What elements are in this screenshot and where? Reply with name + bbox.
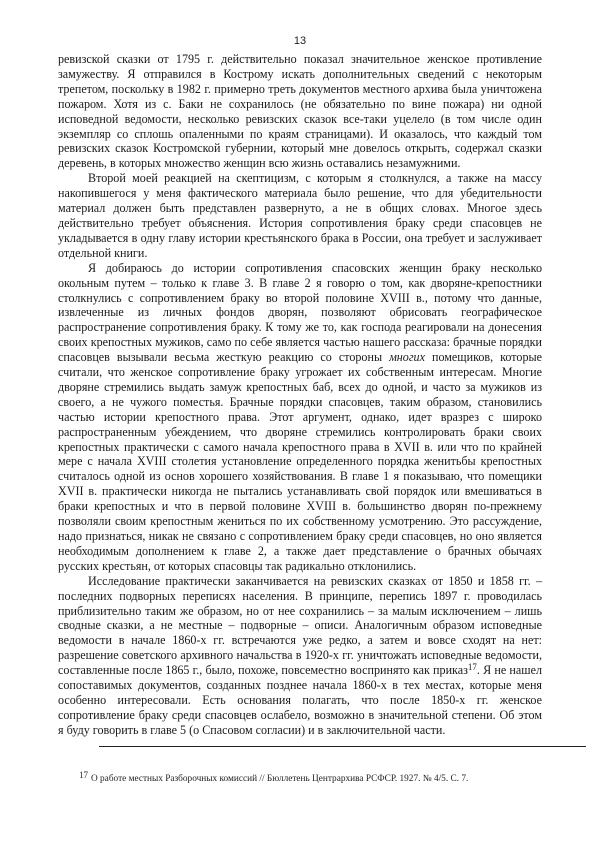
- body-text: [58, 52, 542, 738]
- paragraph-text: Я добираюсь до истории сопротивления спасовских женщин браку несколько окольным путем – только к главе 3. В главе 2 я говорю о том, как дворяне-крепостники столкнулись с сопротивлением браку во второй половине XVIII в., потому что данные, извлеченные из личных фондов дворян, позволяют обрисовать географическое распространение сопротивления браку. К тому же то, как господа реагировали на донесения своих крепостных мужиков, само по себе является частью нашего рассказа: брачные порядки спасовцев вызывали весьма жесткую реакцию со стороны: [58, 260, 542, 365]
- paragraph-1: [58, 52, 542, 171]
- paragraph-text: Исследование практически заканчивается на ревизских сказках от 1850 и 1858 гг. – последних подворных переписях населения. В принципе, перепись 1897 г. проводилась приблизительно таким же образом, но от нее сохранились – за малым исключением – лишь сводные сказки, а не местные – подворные – описи. Аналогичным образом исповедные ведомости в начале 1860-х гг. встречаются уже редко, а затем и вовсе сходят на нет: разрешение советского архивного начальства в 1920-х гг. уничтожать исповедные ведомости, составленные после 1865 г., было, похоже, повсеместно воспринято как приказ: [58, 573, 542, 678]
- paragraph-2: [58, 171, 542, 260]
- footnote-text: О работе местных Разборочных комиссий // Бюллетень Центрархива РСФСР. 1927. № 4/5. С. 7.: [91, 774, 469, 784]
- page-number: 13: [293, 35, 307, 47]
- paragraph-text: . Я не нашел сопоставимых документов, созданных позднее начала 1860-х в тех местах, которые меня особенно интересовали. Есть основания полагать, что после 1850-х гг. женское сопротивление браку среди спасовцев ослабело, возможно в значительной степени. Об этом я буду говорить в главе 5 (о Спасовом согласии) и в заключительной части.: [58, 663, 542, 737]
- paragraph-4: [58, 574, 542, 738]
- footnote-divider: [99, 746, 586, 747]
- paragraph-text: ревизской сказки от 1795 г. действительно показал значительное женское противление замужеству. Я отправился в Кострому искать дополнительных сведений с некоторым трепетом, поскольку в 1982 г. примерно треть документов местного архива была уничтожена пожаром. Хотя из с. Баки не сохранилось (не обязательно по вине пожара) ни одной исповедной ведомости, несколько ревизских сказок все-таки уцелело (в том числе один экземпляр со сплошь опаленными по краям страницами). И оказалось, что каждый том ревизских сказок Костромской губернии, который мне довелось открыть, содержал сказки деревень, в которых множество женщин всю жизнь оставались незамужними.: [58, 52, 542, 171]
- paragraph-3: [58, 261, 542, 574]
- footnote-mark: 17: [79, 770, 88, 780]
- emphasis-text: многих: [389, 350, 425, 365]
- paragraph-text: Второй моей реакцией на скептицизм, с которым я столкнулся, а также на массу накопившегося у меня фактического материала было решение, что для убедительности материал должен быть представлен развернуто, а не в общих словах. Многое здесь действительно требует объяснения. История сопротивления браку среди спасовцев не укладывается в одну главу истории крестьянского брака в России, она требует и заслуживает отдельной книги.: [58, 171, 542, 260]
- paragraph-text: помещиков, которые считали, что женское сопротивление браку угрожает их собственным интересам. Многие дворяне стремились выдать замуж крепостных баб, всех до одной, и часто за мужиков из своего, а не чужого поместья. Брачные порядки спасовцев, таким образом, становились частью истории крепостного права. Этот аргумент, однако, идет вразрез с широко распространенным убеждением, что дворяне стремились контролировать браки своих крепостных практически с самого начала крепостного права в XVII в. или что по крайней мере с начала XVIII столетия установление определенного порядка женитьбы крепостных считалось одной из основ хорошего хозяйствования. В главе 1 я показываю, что помещики XVII в. практически никогда не пытались устанавливать свой порядок или вмешиваться в браки крепостных и что в первой половине XVIII в. большинство дворян по-прежнему позволяли своим крепостным жениться по их собственному усмотрению. Это рассуждение, надо признаться, никак не связано с сопротивлением браку среди спасовцев, но оно является необходимым дополнением к главе 2, а также дает представление о брачных обычаях русских крестьян, от которых спасовцы так радикально отклонились.: [58, 350, 542, 573]
- footnote-reference[interactable]: 17: [467, 662, 477, 673]
- footnote-17: [79, 770, 589, 784]
